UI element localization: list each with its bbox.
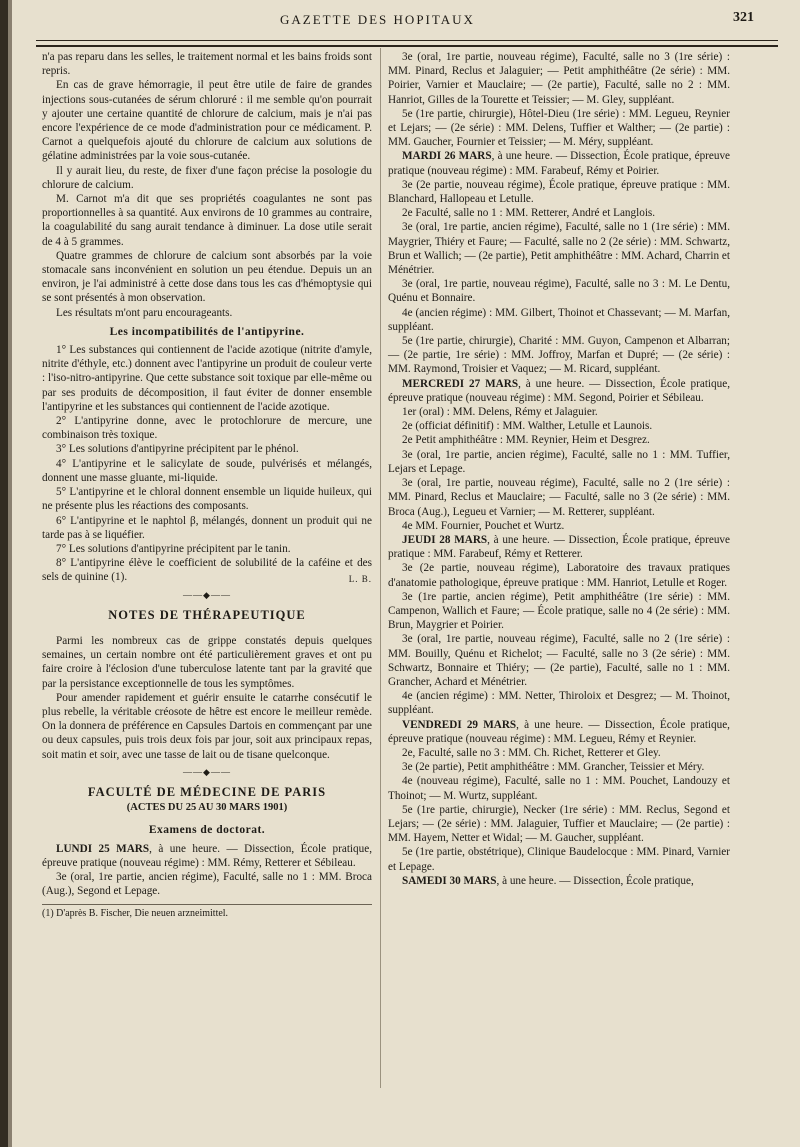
paragraph: 3e (1re partie, ancien régime), Petit amphithéâtre (1re série) : MM. Campenon, Wallich et Faure; — École pratique, salle no 4 (2e série) : MM. Brun, Maygrier et Poirier.	[388, 590, 730, 632]
journal-title: GAZETTE DES HOPITAUX	[280, 12, 475, 27]
list-item: 7° Les solutions d'antipyrine précipitent par le tanin.	[56, 542, 291, 555]
paragraph: 3e (oral, 1re partie, ancien régime), Faculté, salle no 1 : MM. Broca (Aug.), Segond et Lepage.	[42, 870, 372, 898]
paragraph: 3e (oral, 1re partie, ancien régime), Faculté, salle no 1 (1re série) : MM. Maygrier, Thiéry et Faure; — Faculté, salle no 2 (2e série) : MM. Schwartz, Brun et Wallich; — (2e partie), Petit amphithéâtre : MM. Achard, Charrin et Ménétrier.	[388, 221, 730, 277]
paragraph: 3e (oral, 1re partie, nouveau régime), Faculté, salle no 2 (1re série) : MM. Bouilly, Quénu et Richelot; — Faculté, salle no 3 (2e série) : MM. Schwartz, Bonnaire et Thiéry; — (2e partie), Faculté, salle no 1 : MM. Grancher, Achard et Ménétrier.	[388, 633, 730, 688]
paragraph: 5e (1re partie, chirurgie), Charité : MM. Guyon, Campenon et Albarran; — (2e partie, 1re série) : MM. Joffroy, Marfan et Dupré; — (2e série) : MM. Raymond, Troisier et Vaquez; — M. Ricard, suppléant.	[388, 335, 730, 376]
paragraph: 4e (nouveau régime), Faculté, salle no 1 : MM. Pouchet, Landouzy et Thoinot; — M. Wurtz, suppléant.	[388, 775, 730, 802]
list-item: 2° L'antipyrine donne, avec le protochlorure de mercure, une combinaison très toxique.	[42, 415, 372, 442]
paragraph: 4e (ancien régime) : MM. Netter, Thiroloix et Desgrez; — M. Thoinot, suppléant.	[388, 690, 730, 717]
day-text: , à une heure. — Dissection, École pratique, épreuve pratique (nouveau régime) : MM. Legueu, Rémy et Reynier.	[388, 718, 730, 745]
paragraph	[388, 149, 730, 177]
paragraph: M. Carnot m'a dit que ses propriétés coagulantes ne sont pas proportionnelles à sa quantité. Aux environs de 10 grammes au contraire, la coagulabilité du sang aurait tendance à diminuer. La dose utile serait de 4 à 5 grammes.	[42, 193, 372, 248]
ornament-divider: ——◆——	[183, 766, 231, 777]
paragraph: 5e (1re partie, chirurgie), Necker (1re série) : MM. Reclus, Segond et Lejars; — (2e série) : MM. Jalaguier, Tuffier et Mauclaire; — (2e partie) : MM. Hayem, Netter et Widal; — M. Gaucher, suppléant.	[388, 803, 730, 845]
paragraph: n'a pas reparu dans les selles, le traitement normal et les bains froids sont repris.	[42, 51, 372, 78]
section-heading-faculte: FACULTÉ DE MÉDECINE DE PARIS	[87, 784, 327, 799]
footnote: (1) D'après B. Fischer, Die neuen arzneimittel.	[42, 904, 372, 921]
day-text: , à une heure. — Dissection, École pratique, épreuve pratique (nouveau régime) : MM. Farabeuf, Rémy et Poirier.	[388, 150, 731, 177]
day-label: VENDREDI 29 MARS	[402, 718, 517, 731]
paragraph: 3e (oral, 1re partie, ancien régime), Faculté, salle no 1 : MM. Tuffier, Lejars et Lepage.	[388, 448, 730, 475]
page-binding-edge	[0, 0, 8, 1147]
day-label: JEUDI 28 MARS	[402, 533, 488, 546]
list-item: 3° Les solutions d'antipyrine précipitent par le phénol.	[56, 443, 299, 456]
running-header	[0, 10, 800, 30]
paragraph: Parmi les nombreux cas de grippe constatés depuis quelques semaines, un certain nombre ont été particulièrement graves et ont pu faire croire à l'éclosion d'une tuberculose latente tant par la gravité que par la persistance exceptionnelle de tous les symptômes.	[42, 634, 372, 690]
paragraph: 4e (ancien régime) : MM. Gilbert, Thoinot et Chassevant; — M. Marfan, suppléant.	[388, 306, 730, 333]
paragraph: Les résultats m'ont paru encourageants.	[56, 306, 233, 319]
section-heading-therapeutique: NOTES DE THÉRAPEUTIQUE	[108, 607, 306, 622]
list-item: 6° L'antipyrine et le naphtol β, mélangés, donnent un produit qui ne tarde pas à se liquéfier.	[42, 514, 372, 541]
paragraph: 3e (oral, 1re partie, nouveau régime), Faculté, salle no 3 (1re série) : MM. Pinard, Reclus et Jalaguier; — Petit amphithéâtre (2e série) : MM. Poirier, Varnier et Mauclaire; — (2e partie), Faculté, salle no 2 : MM. Hanriot, Gilles de la Tourette et Teissier; — M. Gley, suppléant.	[388, 51, 730, 106]
paragraph: 3e (oral, 1re partie, nouveau régime), Faculté, salle no 2 (1re série) : MM. Pinard, Reclus et Mauclaire; — Faculté, salle no 3 (2e série) : MM. Broca (Aug.), Legueu et Varnier; — M. Retterer, suppléant.	[388, 477, 730, 518]
list-item: 1° Les substances qui contiennent de l'acide azotique (nitrite d'amyle, nitrite d'éthyle, etc.) donnent avec l'antipyrine un produit de couleur verte : l'iso-nitro-antipyrine. Que cette substance soit toxique par elle-même ou par ses produits de décomposition, il faut éviter de donner ensemble l'antipyrine et les substances qui contiennent de l'acide azotique.	[42, 344, 372, 413]
paragraph: 5e (1re partie, chirurgie), Hôtel-Dieu (1re série) : MM. Legueu, Reynier et Lejars; — (2e série) : MM. Delens, Tuffier et Walther; — (2e partie) : MM. Gaucher, Fournier et Teissier; — M. Méry, suppléant.	[388, 107, 730, 149]
paragraph	[388, 718, 730, 746]
paragraph: 4e MM. Fournier, Pouchet et Wurtz.	[402, 519, 565, 532]
ornament-divider: ——◆——	[183, 589, 231, 600]
subsection-heading-examens: Examens de doctorat.	[148, 824, 266, 837]
paragraph: 2e, Faculté, salle no 3 : MM. Ch. Richet, Retterer et Gley.	[402, 746, 661, 759]
header-rule-thick	[36, 45, 778, 47]
paragraph: 2e Faculté, salle no 1 : MM. Retterer, André et Langlois.	[402, 207, 656, 220]
paragraph: En cas de grave hémorragie, il peut être utile de faire de grandes injections sous-cutanées de sérum chloruré : il me semble qu'on pourrait y ajouter une certaine quantité de chlorure de calcium, mais je n'ai pas encore l'expérience de ce mode d'administration pour ce médicament. P. Carnot a quelquefois ajouté du chlorure de calcium aux solutions de gélatine administrées par la voie sous-cutanée.	[42, 79, 372, 163]
day-label: MARDI 26 MARS	[402, 150, 492, 163]
paragraph	[388, 533, 730, 561]
paragraph	[388, 377, 730, 405]
paragraph	[42, 842, 372, 870]
day-text: , à une heure. — Dissection, École pratique, épreuve pratique (nouveau régime) : MM. Rémy, Retterer et Sébileau.	[42, 842, 372, 869]
day-text: , à une heure. — Dissection, École pratique, épreuve pratique (nouveau régime) : MM. Segond, Poirier et Sébileau.	[388, 377, 730, 404]
day-text: , à une heure. — Dissection, École pratique,	[496, 874, 694, 887]
paragraph: 3e (2e partie, nouveau régime), Laboratoire des travaux pratiques d'anatomie pathologique, épreuve pratique : MM. Hanriot, Letulle et Roger.	[388, 562, 730, 589]
author-signature: L. B.	[348, 574, 372, 585]
column-divider	[380, 48, 381, 1088]
day-text: , à une heure. — Dissection, École pratique, épreuve pratique : MM. Farabeuf, Rémy et Retterer.	[388, 533, 730, 561]
paragraph: 5e (1re partie, obstétrique), Clinique Baudelocque : MM. Pinard, Varnier et Lepage.	[388, 846, 730, 873]
day-label: LUNDI 25 MARS	[56, 842, 150, 855]
paragraph: 2e Petit amphithéâtre : MM. Reynier, Heim et Desgrez.	[402, 434, 650, 447]
list-item: 5° L'antipyrine et le chloral donnent ensemble un liquide huileux, qui ne présente plus les réactions des composants.	[42, 486, 372, 513]
section-heading-incompatibilites: Les incompatibilités de l'antipyrine.	[109, 325, 305, 338]
paragraph: Pour amender rapidement et guérir ensuite le catarrhe consécutif le plus rebelle, la véritable créosote de hêtre est encore le meilleur remède. On la donnera de préférence en Capsules Dartois en commençant par une ou deux capsules, puis trois deux fois par jour, soit aux principaux repas, soit matin et soir, avec une tasse de lait ou de tisane quelconque.	[42, 691, 372, 761]
day-label: SAMEDI 30 MARS	[402, 874, 497, 887]
paragraph: 1er (oral) : MM. Delens, Rémy et Jalaguier.	[402, 406, 598, 419]
list-item	[42, 556, 372, 584]
section-subheading-dates: (ACTES DU 25 AU 30 MARS 1901)	[126, 802, 288, 814]
page-binding-shadow	[8, 0, 12, 1147]
list-item-text: 8° L'antipyrine élève le coefficient de solubilité de la caféine et des sels de quinine (1).	[42, 557, 372, 584]
header-rule	[36, 40, 778, 41]
paragraph: 3e (2e partie, nouveau régime), École pratique, épreuve pratique : MM. Blanchard, Hallopeau et Letulle.	[388, 178, 730, 206]
paragraph	[388, 874, 730, 888]
paragraph: Il y aurait lieu, du reste, de fixer d'une façon précise la posologie du chlorure de calcium.	[42, 164, 372, 191]
page-number: 321	[733, 10, 754, 25]
left-column	[42, 50, 372, 922]
paragraph: Quatre grammes de chlorure de calcium sont absorbés par la voie stomacale sans inconvénient en solution un peu étendue. Depuis un an environ, je l'ai administré à cette dose dans tous les cas d'hémoptysie qui se sont présentés à mon observation.	[42, 249, 372, 305]
list-item: 4° L'antipyrine et le salicylate de soude, pulvérisés et mélangés, donnent une masse gluante, mi-liquide.	[42, 457, 372, 484]
right-column	[388, 50, 730, 888]
day-label: MERCREDI 27 MARS	[402, 377, 519, 390]
paragraph: 3e (2e partie), Petit amphithéâtre : MM. Grancher, Teissier et Méry.	[402, 761, 705, 774]
paragraph: 2e (officiat définitif) : MM. Walther, Letulle et Launois.	[402, 420, 653, 433]
paragraph: 3e (oral, 1re partie, nouveau régime), Faculté, salle no 3 : M. Le Dentu, Quénu et Bonnaire.	[388, 278, 730, 305]
